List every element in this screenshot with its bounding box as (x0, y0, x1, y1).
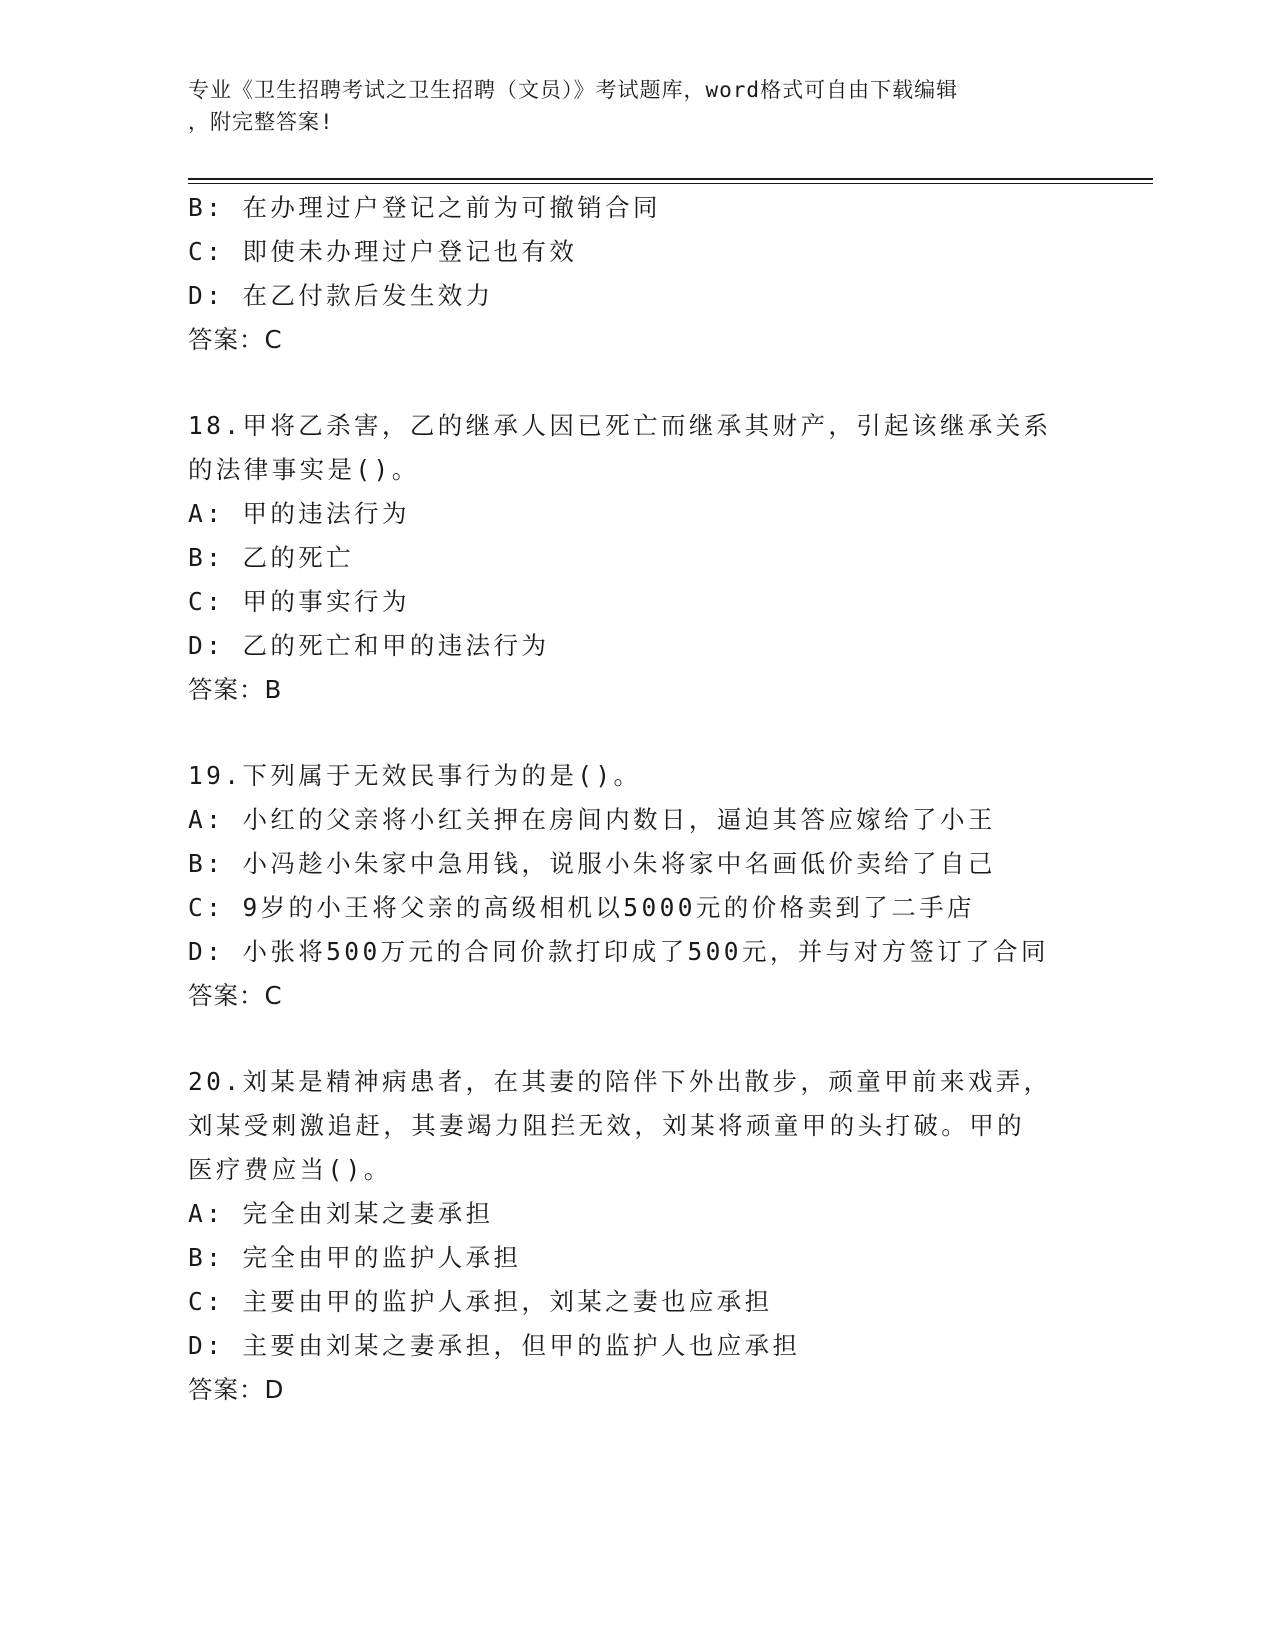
q20-option-b: B: 完全由甲的监护人承担 (188, 1243, 522, 1272)
q19-option-c: C: 9岁的小王将父亲的高级相机以5000元的价格卖到了二手店 (188, 893, 975, 922)
q18-option-a: A: 甲的违法行为 (188, 499, 410, 528)
q17-option-c: C: 即使未办理过户登记也有效 (188, 237, 578, 266)
q20-option-d: D: 主要由刘某之妻承担，但甲的监护人也应承担 (188, 1331, 801, 1360)
document-header (188, 74, 1088, 138)
q18-option-d: D: 乙的死亡和甲的违法行为 (188, 631, 550, 660)
q18-stem-line-1: 18.甲将乙杀害，乙的继承人因已死亡而继承其财产，引起该继承关系 (188, 411, 1052, 440)
header-line-2: ，附完整答案! (188, 110, 334, 134)
q19-stem-line-1: 19.下列属于无效民事行为的是()。 (188, 761, 642, 790)
q19-answer: 答案：C (188, 981, 283, 1010)
q19-option-d: D: 小张将500万元的合同价款打印成了500元，并与对方签订了合同 (188, 937, 1049, 966)
q20-option-a: A: 完全由刘某之妻承担 (188, 1199, 494, 1228)
q17-answer: 答案：C (188, 325, 283, 354)
q18-option-c: C: 甲的事实行为 (188, 587, 410, 616)
q20-answer: 答案：D (188, 1375, 285, 1404)
q20-stem-line-1: 20.刘某是精神病患者，在其妻的陪伴下外出散步，顽童甲前来戏弄， (188, 1067, 1052, 1096)
q20-stem-line-3: 医疗费应当()。 (188, 1155, 392, 1184)
q20-option-c: C: 主要由甲的监护人承担，刘某之妻也应承担 (188, 1287, 773, 1316)
header-divider-thin (188, 183, 1153, 184)
q17-option-b: B: 在办理过户登记之前为可撤销合同 (188, 193, 661, 222)
q17-option-d: D: 在乙付款后发生效力 (188, 281, 494, 310)
q19-option-b: B: 小冯趁小朱家中急用钱，说服小朱将家中名画低价卖给了自己 (188, 849, 996, 878)
q20-stem-line-2: 刘某受刺激追赶，其妻竭力阻拦无效，刘某将顽童甲的头打破。甲的 (188, 1111, 1025, 1140)
q18-stem-line-2: 的法律事实是()。 (188, 455, 420, 484)
header-line-1: 专业《卫生招聘考试之卫生招聘（文员）》考试题库，word格式可自由下载编辑 (188, 78, 959, 102)
header-divider (188, 178, 1153, 180)
q18-answer: 答案：B (188, 675, 283, 704)
q18-option-b: B: 乙的死亡 (188, 543, 355, 572)
q19-option-a: A: 小红的父亲将小红关押在房间内数日，逼迫其答应嫁给了小王 (188, 805, 996, 834)
